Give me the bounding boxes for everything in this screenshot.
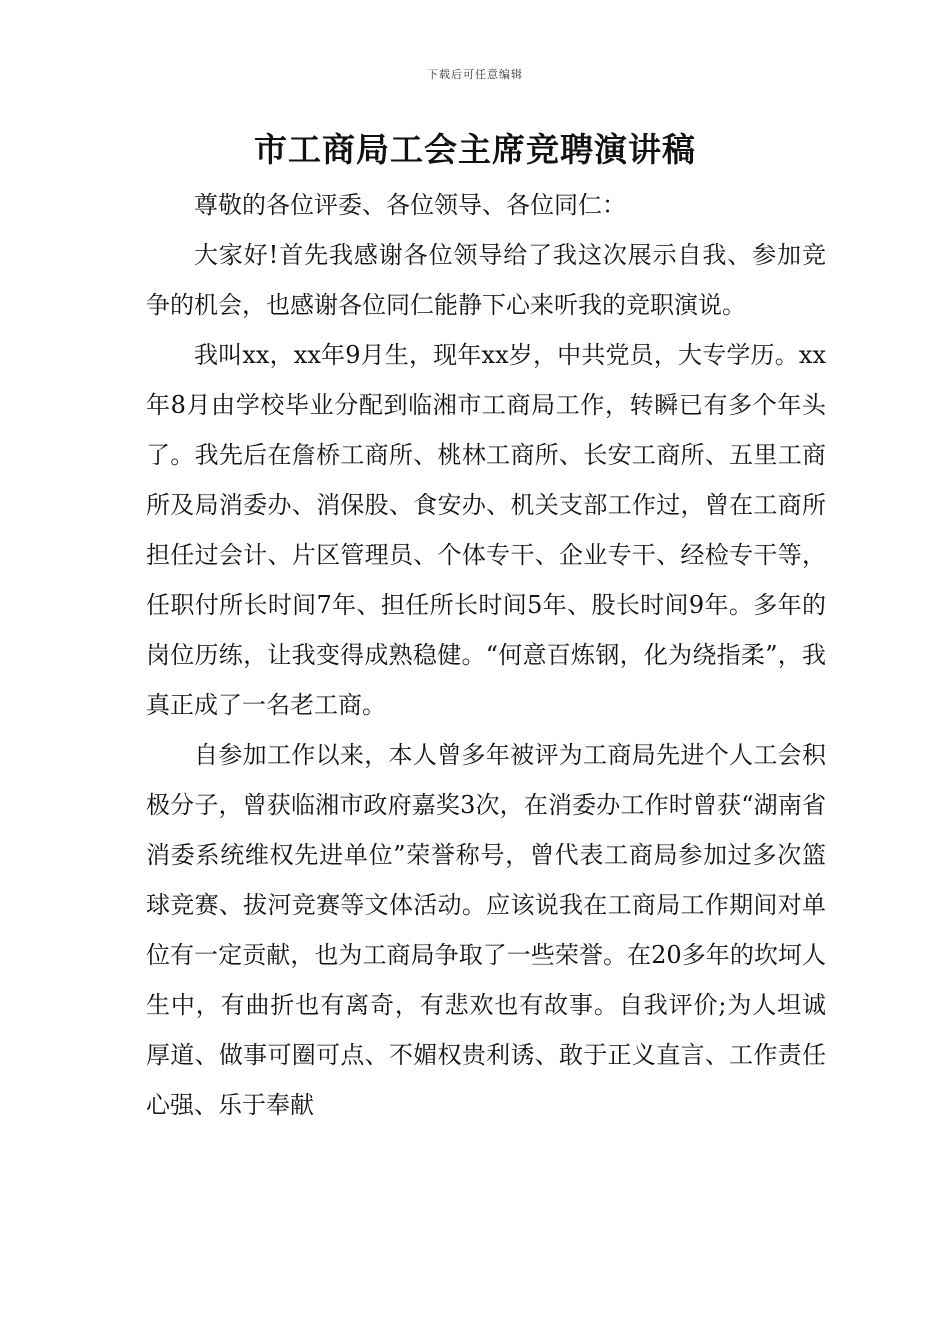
document-body <box>146 180 826 1130</box>
salutation-paragraph: 尊敬的各位评委、各位领导、各位同仁： <box>194 191 626 219</box>
header-note: 下载后可任意编辑 <box>427 68 523 81</box>
greeting-paragraph: 大家好!首先我感谢各位领导给了我这次展示自我、参加竞争的机会，也感谢各位同仁能静下心来听我的竞职演说。 <box>146 241 826 319</box>
introduction-paragraph: 我叫xx，xx年9月生，现年xx岁，中共党员，大专学历。xx年8月由学校毕业分配到临湘市工商局工作，转瞬已有多个年头了。我先后在詹桥工商所、桃林工商所、长安工商所、五里工商所及局消委办、消保股、食安办、机关支部工作过，曾在工商所担任过会计、片区管理员、个体专干、企业专干、经检专干等，任职付所长时间7年、担任所长时间5年、股长时间9年。多年的岗位历练，让我变得成熟稳健。“何意百炼钢，化为绕指柔”，我真正成了一名老工商。 <box>146 341 826 719</box>
achievements-paragraph: 自参加工作以来，本人曾多年被评为工商局先进个人工会积极分子，曾获临湘市政府嘉奖3次，在消委办工作时曾获“湖南省消委系统维权先进单位”荣誉称号，曾代表工商局参加过多次篮球竞赛、拔河竞赛等文体活动。应该说我在工商局工作期间对单位有一定贡献，也为工商局争取了一些荣誉。在20多年的坎坷人生中，有曲折也有离奇，有悲欢也有故事。自我评价;为人坦诚厚道、做事可圈可点、不媚权贵利诱、敢于正义直言、工作责任心强、乐于奉献 <box>146 741 826 1119</box>
document-title: 市工商局工会主席竞聘演讲稿 <box>254 130 696 169</box>
